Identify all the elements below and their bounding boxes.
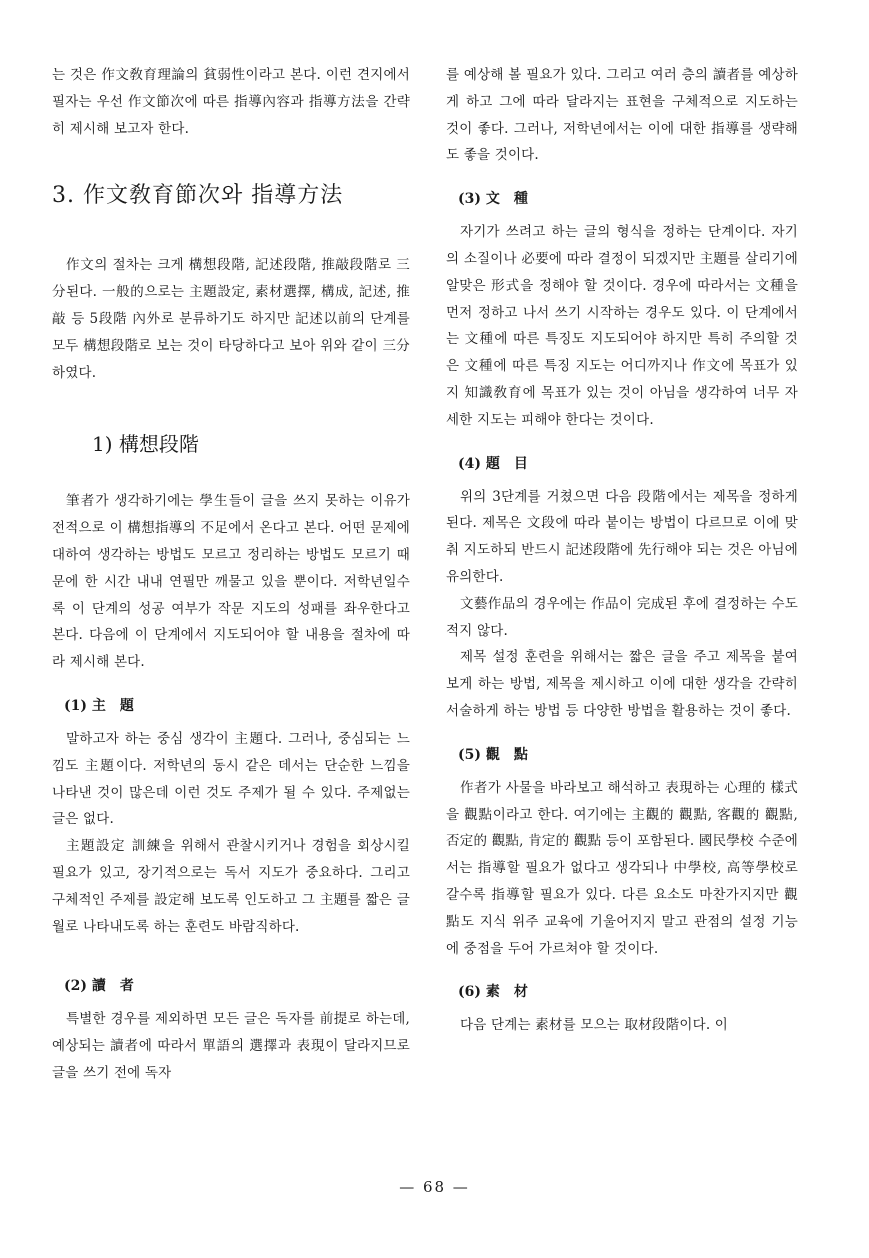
page-number: — 68 — [399, 1178, 470, 1196]
genre-paragraph: 자기가 쓰려고 하는 글의 형식을 정하는 단계이다. 자기의 소질이나 必要에 따라 결정이 되겠지만 主題를 살리기에 알맞은 形式을 정해야 할 것이다. 경우에 따라서는 文種을 먼저 정하고 나서 쓰기 시작하는 경우도 있다. 이 단계에서는 文種에 따른 특징도 지도되어야 하지만 특히 주의할 것은 文種에 따른 특징 지도는 어디까지나 作文에 목표가 있지 知識敎育에 목표가 있는 것이 아님을 생각하여 너무 자세한 지도는 피해야 한다는 것이다. [446, 224, 798, 428]
item-heading-material: (6) 素 材 [458, 984, 528, 1001]
item-heading-title: (4) 題 目 [458, 455, 528, 472]
item-heading-genre: (3) 文 種 [458, 191, 528, 208]
item-heading-reader: (2) 讀 者 [64, 978, 134, 995]
subsection-heading: 1) 構想段階 [92, 432, 199, 457]
left-column [52, 62, 410, 1087]
section-paragraph: 作文의 절차는 크게 構想段階, 記述段階, 推敲段階로 三分된다. 一般的으로는 主題設定, 素材選擇, 構成, 記述, 推敲 등 5段階 內外로 분류하기도 하지만 記述以前의 단계를 모두 構想段階로 보는 것이 타당하다고 보아 위와 같이 三分하였다. [52, 257, 410, 381]
topic-paragraph-1: 말하고자 하는 중심 생각이 主題다. 그러나, 중심되는 느낌도 主題이다. 저학년의 동시 같은 데서는 단순한 느낌을 나타낸 것이 많은데 이런 것도 주제가 될 수 있다. 주제없는 글은 없다. [52, 730, 410, 828]
material-paragraph: 다음 단계는 素材를 모으는 取材段階이다. 이 [460, 1017, 729, 1034]
continued-paragraph: 를 예상해 볼 필요가 있다. 그리고 여러 층의 讀者를 예상하게 하고 그에 따라 달라지는 표현을 구체적으로 지도하는 것이 좋다. 그러나, 저학년에서는 이에 대한 指導를 생략해도 좋을 것이다. [446, 67, 798, 164]
intro-paragraph: 는 것은 作文敎育理論의 貧弱性이라고 본다. 이런 견지에서 필자는 우선 作文節次에 따른 指導內容과 指導方法을 간략히 제시해 보고자 한다. [52, 67, 410, 137]
title-paragraph-3: 제목 설정 훈련을 위해서는 짧은 글을 주고 제목을 붙여 보게 하는 방법, 제목을 제시하고 이에 대한 생각을 간략히 서술하게 하는 방법 등 다양한 방법을 활용하는 것이 좋다. [446, 649, 798, 719]
right-column [446, 62, 798, 1039]
item-heading-topic: (1) 主 題 [64, 697, 134, 714]
viewpoint-paragraph: 作者가 사물을 바라보고 해석하고 表現하는 心理的 樣式을 觀點이라고 한다. 여기에는 主觀的 觀點, 客觀的 觀點, 否定的 觀點, 肯定的 觀點 등이 포함된다. 國民學校 수준에서는 指導할 필요가 없다고 생각되나 中學校, 高等學校로 갈수록 指導할 필요가 있다. 다른 요소도 마찬가지지만 觀點도 지식 위주 교육에 기울어지지 말고 관점의 설정 기능에 중점을 두어 가르쳐야 할 것이다. [446, 779, 798, 957]
item-heading-viewpoint: (5) 觀 點 [458, 746, 528, 763]
section-heading: 3. 作文敎育節次와 指導方法 [52, 183, 344, 209]
title-paragraph-1: 위의 3단계를 거쳤으면 다음 段階에서는 제목을 정하게 된다. 제목은 文段에 따라 붙이는 방법이 다르므로 이에 맞춰 지도하되 반드시 記述段階에 先行해야 되는 것은 아님에 유의한다. [446, 488, 798, 585]
topic-paragraph-2: 主題設定 訓練을 위해서 관찰시키거나 경험을 회상시킬 필요가 있고, 장기적으로는 독서 지도가 중요하다. 그리고 구체적인 주제를 設定해 보도록 인도하고 그 主題를 짧은 글월로 나타내도록 하는 훈련도 바람직하다. [52, 838, 410, 935]
title-paragraph-2: 文藝作品의 경우에는 作品이 完成된 후에 결정하는 수도 적지 않다. [446, 595, 798, 639]
subsection-paragraph: 筆者가 생각하기에는 學生들이 글을 쓰지 못하는 이유가 전적으로 이 構想指導의 不足에서 온다고 본다. 어떤 문제에 대하여 생각하는 방법도 모르고 정리하는 방법도 모르기 때문에 한 시간 내내 연필만 깨물고 있을 뿐이다. 저학년일수록 이 단계의 성공 여부가 작문 지도의 성패를 좌우한다고 본다. 다음에 이 단계에서 지도되어야 할 내용을 절차에 따라 제시해 본다. [52, 493, 410, 671]
reader-paragraph: 특별한 경우를 제외하면 모든 글은 독자를 前提로 하는데, 예상되는 讀者에 따라서 單語의 選擇과 表現이 달라지므로 글을 쓰기 전에 독자 [52, 1011, 410, 1081]
